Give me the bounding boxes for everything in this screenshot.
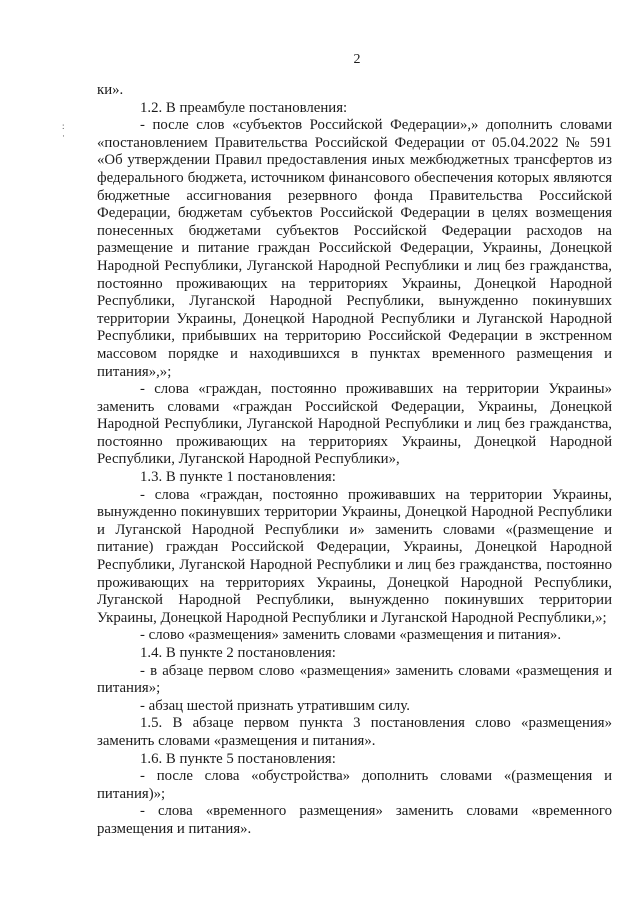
document-body xyxy=(97,82,612,839)
margin-mark: · xyxy=(62,131,65,141)
paragraph: 1.2. В преамбуле постановления: xyxy=(140,99,348,116)
paragraph: 1.5. В абзаце первом пункта 3 постановления слово «размещения» заменить словами «размещения и питания». xyxy=(97,715,612,749)
page-number: 2 xyxy=(353,52,361,67)
paragraph: 1.3. В пункте 1 постановления: xyxy=(140,469,336,486)
paragraph: 1.6. В пункте 5 постановления: xyxy=(140,750,336,767)
paragraph: - слова «граждан, постоянно проживавших на территории Украины, вынужденно покинувших территории Украины, Донецкой Народной Республики и Луганской Народной Республики и» заменить словами «(размещение и питание) граждан Российской Федерации, Украины, Донецкой Народной Республики, Луганской Народной Республики и лиц без гражданства, постоянно проживающих на территориях Украины, Донецкой Народной Республики, Луганской Народной Республики, вынужденно покинувших территории Украины, Донецкой Народной Республики и Луганской Народной Республики,»; xyxy=(97,486,612,626)
paragraph: ки». xyxy=(97,82,124,98)
paragraph: - слово «размещения» заменить словами «размещения и питания». xyxy=(140,627,562,644)
paragraph: - в абзаце первом слово «размещения» заменить словами «размещения и питания»; xyxy=(97,662,612,697)
paragraph: - абзац шестой признать утратившим силу. xyxy=(140,697,410,714)
margin-mark: : xyxy=(62,121,65,131)
paragraph: - слова «временного размещения» заменить словами «временного размещения и питания». xyxy=(97,803,612,837)
paragraph: - слова «граждан, постоянно проживавших на территории Украины» заменить словами «граждан Российской Федерации, Украины, Донецкой Народной Республики, Луганской Народной Республики и лиц без гражданства, постоянно проживающих на территориях Украины, Донецкой Народной Республики, Луганской Народной Республики», xyxy=(97,381,612,468)
paragraph: - после слов «субъектов Российской Федерации»,» дополнить словами «постановлением Правительства Российской Федерации от 05.04.2022 № 591 «Об утверждении Правил предоставления иных межбюджетных трансфертов из федерального бюджета, источником финансового обеспечения которых являются бюджетные ассигнования резервного фонда Правительства Российской Федерации, бюджетам субъектов Российской Федерации в целях возмещения понесенных бюджетами субъектов Российской Федерации расходов на размещение и питание граждан Российской Федерации, Украины, Донецкой Народной Республики, Луганской Народной Республики и лиц без гражданства, постоянно проживающих на территориях Украины, Донецкой Народной Республики, Луганской Народной Республики, вынужденно покинувших территории Украины, Донецкой Народной Республики и Луганской Народной Республики, прибывших на территорию Российской Федерации в экстренном массовом порядке и находившихся в пунктах временного размещения и питания»,»; xyxy=(97,117,612,380)
paragraph: - после слова «обустройства» дополнить словами «(размещения и питания)»; xyxy=(97,768,612,802)
paragraph: 1.4. В пункте 2 постановления: xyxy=(140,645,336,661)
